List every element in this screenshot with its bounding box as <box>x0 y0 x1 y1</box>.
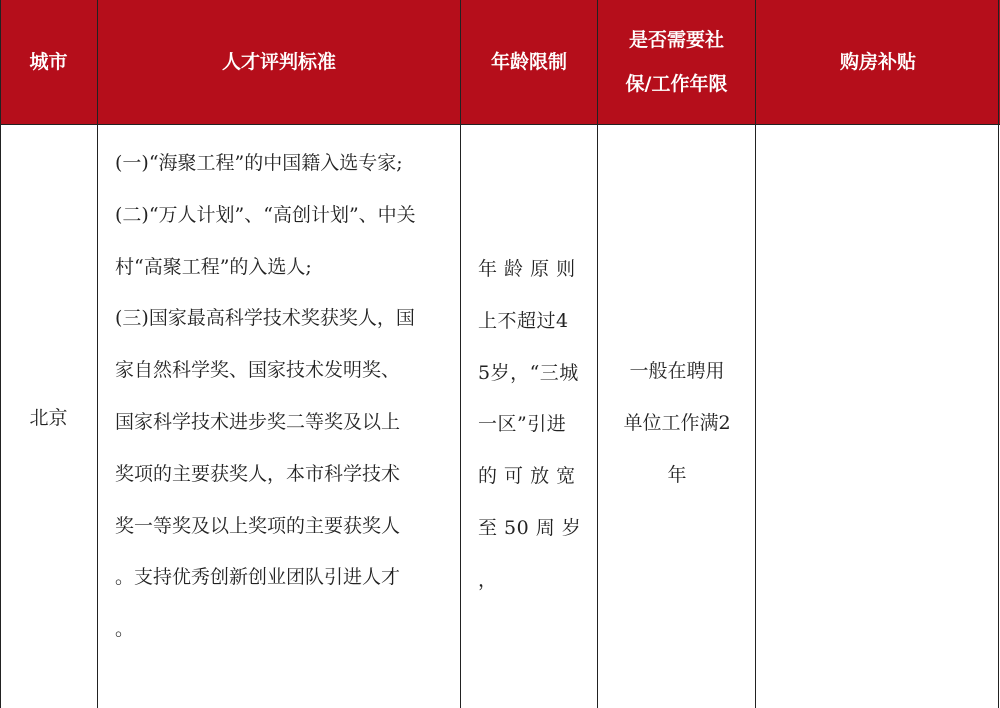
age-line: 年 龄 原 则 <box>478 258 576 280</box>
criteria-line: 。 <box>115 618 135 641</box>
cell-criteria <box>115 138 455 656</box>
age-line: 5岁，“三城 <box>478 361 579 384</box>
criteria-line: 奖项的主要获奖人，本市科学技术 <box>115 462 401 485</box>
header-age-label: 年龄限制 <box>490 51 567 73</box>
criteria-line: 。支持优秀创新创业团队引进人才 <box>115 566 401 589</box>
criteria-line: (三)国家最高科学技术奖获奖人，国 <box>115 307 415 330</box>
criteria-line: (一)“海聚工程”的中国籍入选专家; <box>115 152 403 174</box>
header-criteria-label: 人才评判标准 <box>221 51 336 73</box>
social-line: 单位工作满2 <box>623 411 731 434</box>
cell-age-limit <box>478 244 588 607</box>
header-social-label-line2: 保/工作年限 <box>625 73 728 95</box>
cell-subsidy <box>756 125 998 708</box>
criteria-line: 村“高聚工程”的入选人; <box>115 255 312 278</box>
grid-line-1 <box>97 0 98 708</box>
grid-line-2 <box>460 0 461 708</box>
header-subsidy <box>756 0 1000 124</box>
header-social-security <box>598 0 755 124</box>
grid-line-right <box>998 0 999 708</box>
age-line: 至 50 周 岁 <box>478 516 582 539</box>
age-line: ， <box>478 568 498 591</box>
age-line: 上不超过4 <box>478 309 569 332</box>
city-name: 北京 <box>29 406 68 429</box>
header-age <box>461 0 597 124</box>
criteria-line: 家自然科学奖、国家技术发明奖、 <box>115 359 401 382</box>
header-city-label: 城市 <box>29 51 68 73</box>
social-line: 年 <box>667 463 687 486</box>
social-line: 一般在聘用 <box>629 360 725 382</box>
header-social-label-line1: 是否需要社 <box>628 29 724 51</box>
criteria-line: 奖一等奖及以上奖项的主要获奖人 <box>115 514 401 537</box>
header-criteria <box>98 0 460 124</box>
header-city <box>0 0 97 124</box>
criteria-line: 国家科学技术进步奖二等奖及以上 <box>115 410 401 433</box>
age-line: 一区”引进 <box>478 413 567 436</box>
cell-social-security <box>598 346 756 501</box>
criteria-line: (二)“万人计划”、“高创计划”、中关 <box>115 203 416 226</box>
age-line: 的 可 放 宽 <box>478 465 576 488</box>
cell-city <box>0 124 97 708</box>
header-subsidy-label: 购房补贴 <box>839 51 916 73</box>
